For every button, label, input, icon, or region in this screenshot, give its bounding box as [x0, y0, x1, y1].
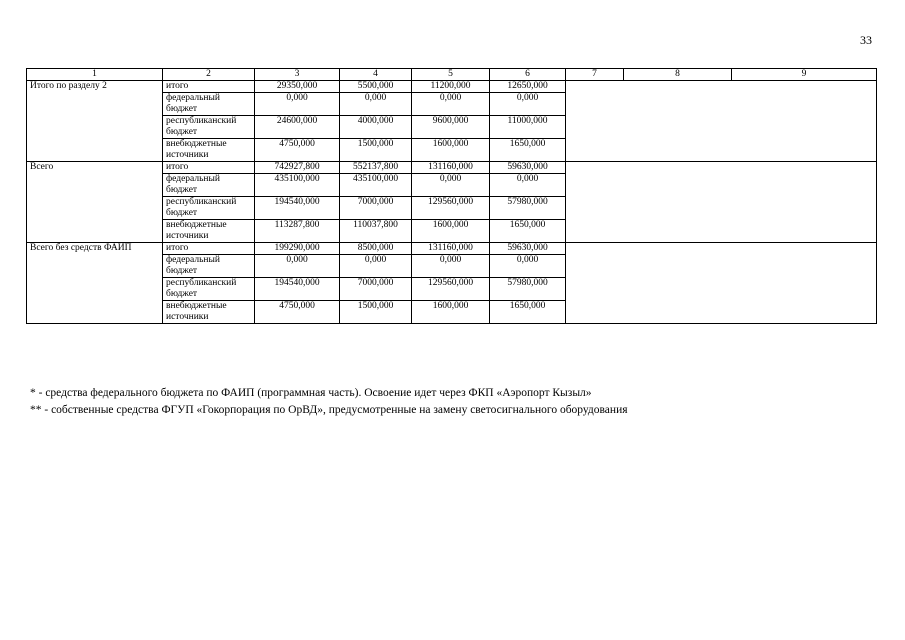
value-cell: 59630,000 [490, 243, 566, 255]
header-row [27, 69, 877, 81]
value-cell: 129560,000 [412, 278, 490, 301]
value-cell: 131160,000 [412, 243, 490, 255]
value-cell: 4750,000 [255, 139, 340, 162]
column-header: 2 [163, 69, 255, 81]
page-number: 33 [860, 33, 872, 47]
budget-table [26, 68, 877, 324]
funding-source: внебюджетные источники [163, 139, 255, 162]
value-cell: 0,000 [490, 174, 566, 197]
value-cell: 435100,000 [255, 174, 340, 197]
column-header: 8 [624, 69, 732, 81]
value-cell: 1600,000 [412, 220, 490, 243]
value-cell: 0,000 [340, 93, 412, 116]
empty-cell [566, 81, 877, 162]
footnote-1: * - средства федерального бюджета по ФАИП (программная часть). Освоение идет через ФКП «Аэропорт Кызыл» [30, 387, 592, 399]
empty-cell [566, 162, 877, 243]
value-cell: 1650,000 [490, 139, 566, 162]
value-cell: 4000,000 [340, 116, 412, 139]
value-cell: 1500,000 [340, 139, 412, 162]
value-cell: 131160,000 [412, 162, 490, 174]
value-cell: 0,000 [490, 255, 566, 278]
value-cell: 0,000 [490, 93, 566, 116]
section-label: Всего [27, 162, 163, 243]
value-cell: 1500,000 [340, 301, 412, 324]
value-cell: 4750,000 [255, 301, 340, 324]
section-label: Всего без средств ФАИП [27, 243, 163, 324]
value-cell: 194540,000 [255, 197, 340, 220]
funding-source: республиканский бюджет [163, 278, 255, 301]
column-header: 6 [490, 69, 566, 81]
value-cell: 110037,800 [340, 220, 412, 243]
table-row [27, 243, 877, 255]
value-cell: 29350,000 [255, 81, 340, 93]
value-cell: 0,000 [255, 93, 340, 116]
column-header: 1 [27, 69, 163, 81]
funding-source: внебюджетные источники [163, 301, 255, 324]
funding-source: внебюджетные источники [163, 220, 255, 243]
value-cell: 129560,000 [412, 197, 490, 220]
value-cell: 8500,000 [340, 243, 412, 255]
value-cell: 24600,000 [255, 116, 340, 139]
value-cell: 11200,000 [412, 81, 490, 93]
value-cell: 7000,000 [340, 197, 412, 220]
value-cell: 7000,000 [340, 278, 412, 301]
table-row [27, 162, 877, 174]
column-header: 5 [412, 69, 490, 81]
value-cell: 11000,000 [490, 116, 566, 139]
funding-source: федеральный бюджет [163, 255, 255, 278]
value-cell: 0,000 [412, 255, 490, 278]
value-cell: 1650,000 [490, 301, 566, 324]
value-cell: 57980,000 [490, 197, 566, 220]
value-cell: 113287,800 [255, 220, 340, 243]
column-header: 7 [566, 69, 624, 81]
funding-source: республиканский бюджет [163, 197, 255, 220]
value-cell: 435100,000 [340, 174, 412, 197]
funding-source: федеральный бюджет [163, 93, 255, 116]
value-cell: 0,000 [412, 174, 490, 197]
value-cell: 0,000 [255, 255, 340, 278]
value-cell: 1600,000 [412, 301, 490, 324]
value-cell: 57980,000 [490, 278, 566, 301]
value-cell: 12650,000 [490, 81, 566, 93]
value-cell: 59630,000 [490, 162, 566, 174]
value-cell: 199290,000 [255, 243, 340, 255]
funding-source: итого [163, 162, 255, 174]
funding-source: республиканский бюджет [163, 116, 255, 139]
value-cell: 0,000 [412, 93, 490, 116]
value-cell: 742927,800 [255, 162, 340, 174]
value-cell: 5500,000 [340, 81, 412, 93]
value-cell: 194540,000 [255, 278, 340, 301]
funding-source: итого [163, 243, 255, 255]
value-cell: 1650,000 [490, 220, 566, 243]
column-header: 3 [255, 69, 340, 81]
funding-source: итого [163, 81, 255, 93]
section-label: Итого по разделу 2 [27, 81, 163, 162]
value-cell: 1600,000 [412, 139, 490, 162]
table-row [27, 81, 877, 93]
column-header: 4 [340, 69, 412, 81]
value-cell: 9600,000 [412, 116, 490, 139]
value-cell: 552137,800 [340, 162, 412, 174]
footnote-2: ** - собственные средства ФГУП «Гокорпорация по ОрВД», предусмотренные на замену светосигнального оборудования [30, 404, 628, 416]
value-cell: 0,000 [340, 255, 412, 278]
funding-source: федеральный бюджет [163, 174, 255, 197]
column-header: 9 [732, 69, 877, 81]
footnotes [30, 385, 628, 419]
empty-cell [566, 243, 877, 324]
